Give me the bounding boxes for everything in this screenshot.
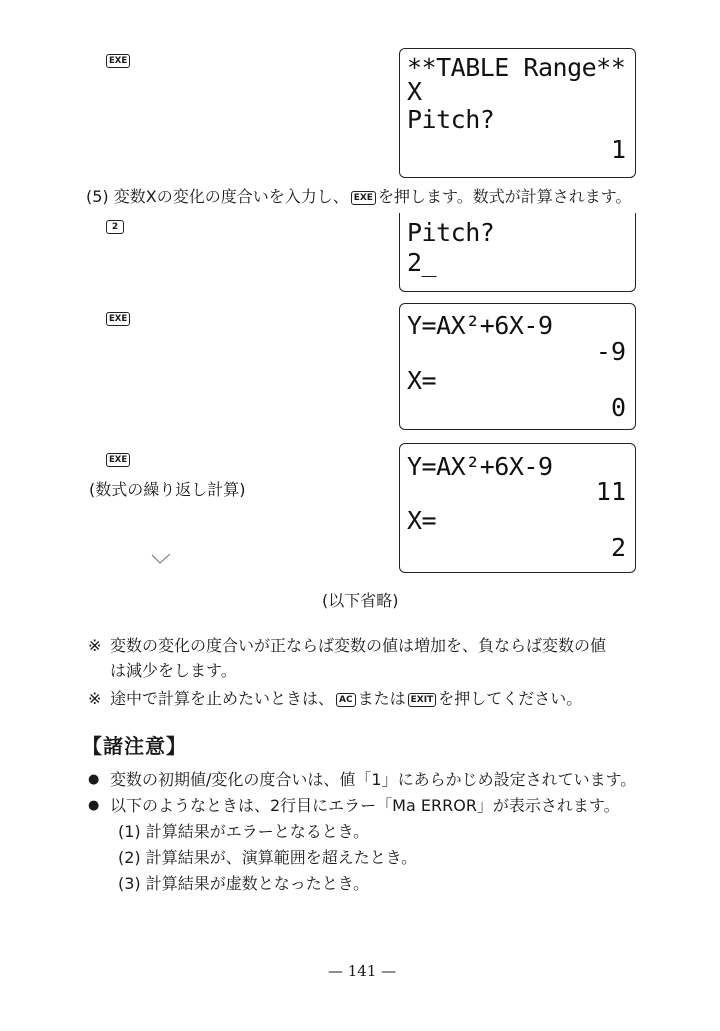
lcd-line-2: 2_ — [407, 248, 437, 277]
step-5-prefix: (5) 変数Xの変化の度合いを入力し、 — [86, 187, 349, 206]
note-mark-2: ※ — [88, 689, 102, 708]
caution-item-1-text: 変数の初期値/変化の度合いは、値「1」にあらかじめ設定されています。 — [110, 770, 637, 789]
lcd-line-1: **TABLE Range** — [407, 53, 626, 82]
caution-sub-1: (1) 計算結果がエラーとなるとき。 — [118, 822, 370, 841]
lcd-formula: Y=AX²+6X-9 — [407, 452, 553, 481]
check-mark-icon — [150, 552, 172, 566]
repeat-calc-caption: (数式の繰り返し計算) — [89, 480, 246, 499]
caution-sub-3: (3) 計算結果が虚数となったとき。 — [118, 874, 370, 893]
lcd-x-value: 0 — [610, 393, 626, 422]
digit-2-key[interactable]: 2 — [106, 220, 124, 234]
lcd-formula: Y=AX²+6X-9 — [407, 311, 553, 340]
step-5-suffix: を押します。数式が計算されます。 — [377, 187, 632, 206]
lcd-y-value: -9 — [595, 337, 626, 366]
lcd-x-label: X= — [407, 366, 437, 395]
exe-key-inline[interactable]: EXE — [351, 191, 376, 205]
lcd-x-value: 2 — [610, 533, 626, 562]
note-1 — [88, 633, 606, 656]
exit-key[interactable]: EXIT — [408, 693, 437, 707]
caution-item-2-text: 以下のようなときは、2行目にエラー「Ma ERROR」が表示されます。 — [110, 796, 620, 815]
exe-key-2[interactable]: EXE — [106, 312, 130, 326]
lcd-value: 1 — [610, 135, 626, 164]
note-2 — [88, 686, 582, 709]
page-number: — 141 — — [328, 962, 397, 980]
lcd-line-3: Pitch? — [407, 105, 495, 134]
lcd-y-value: 11 — [595, 477, 626, 506]
cautions-heading: 【諸注意】 — [82, 734, 187, 758]
step-5-instruction — [86, 184, 631, 207]
note-1-continued: は減少をします。 — [110, 661, 237, 680]
lcd-x-label: X= — [407, 506, 437, 535]
lcd-screen-result-1 — [399, 303, 636, 430]
note-mark-1: ※ — [88, 636, 102, 655]
caution-item-2 — [88, 793, 620, 816]
bullet-icon: ● — [88, 772, 100, 787]
caution-sub-2: (2) 計算結果が、演算範囲を超えたとき。 — [118, 848, 418, 867]
lcd-line-1: Pitch? — [407, 218, 495, 247]
exe-key-3[interactable]: EXE — [106, 453, 130, 467]
exe-key-1[interactable]: EXE — [106, 54, 130, 68]
lcd-screen-result-2 — [399, 443, 636, 573]
note-2-prefix: 途中で計算を止めたいときは、 — [110, 689, 335, 708]
bullet-icon: ● — [88, 798, 100, 813]
note-1-line-1: 変数の変化の度合いが正ならば変数の値は増加を、負ならば変数の値 — [110, 636, 607, 655]
caution-item-1 — [88, 767, 636, 790]
note-2-middle: または — [357, 689, 406, 708]
ac-key[interactable]: AC — [336, 693, 356, 707]
lcd-line-2: X — [407, 77, 422, 106]
note-2-suffix: を押してください。 — [438, 689, 583, 708]
omitted-note: (以下省略) — [322, 591, 399, 610]
lcd-screen-table-range — [399, 48, 636, 178]
lcd-screen-pitch-input — [399, 213, 636, 292]
